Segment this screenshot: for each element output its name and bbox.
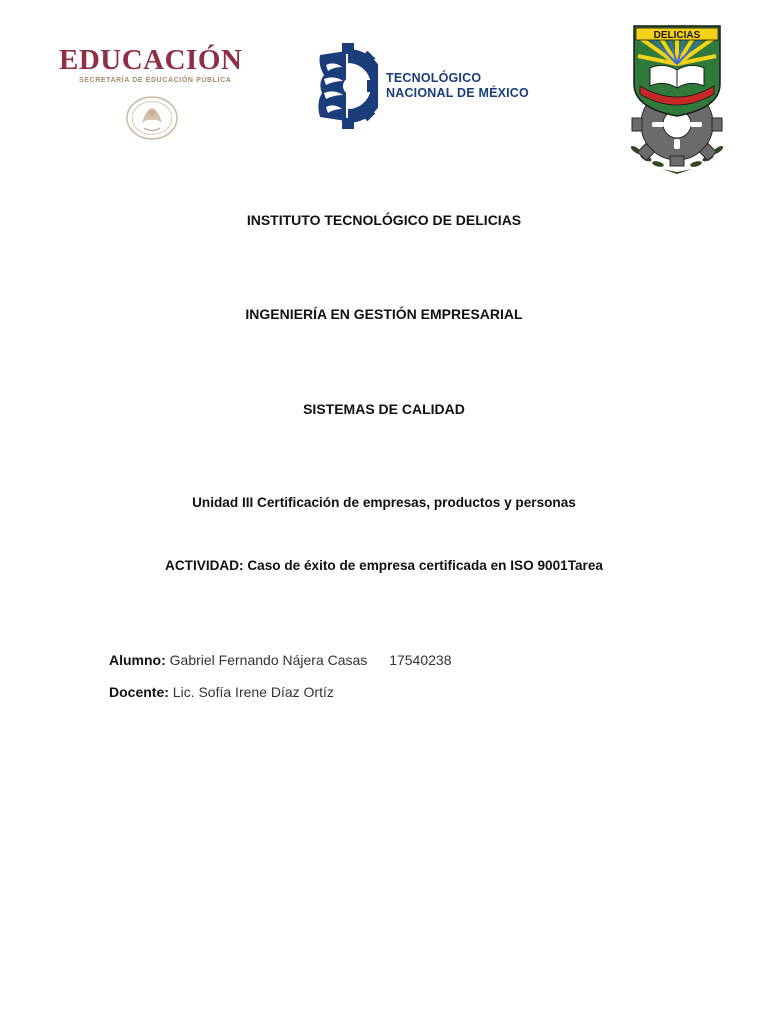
tecnm-logo-line1: TECNOLÓGICO [386, 71, 482, 85]
itd-delicias-crest-icon [622, 24, 732, 174]
unit-title: Unidad III Certificación de empresas, productos y personas [192, 495, 576, 510]
student-label: Alumno: [109, 652, 166, 668]
subject-title: SISTEMAS DE CALIDAD [303, 401, 465, 417]
activity-title: ACTIVIDAD: Caso de éxito de empresa certificada en ISO 9001Tarea [165, 558, 603, 573]
sep-logo-subtitle: SECRETARÍA DE EDUCACIÓN PÚBLICA [79, 77, 232, 84]
mexico-seal-icon [124, 95, 180, 141]
teacher-line [109, 684, 334, 700]
career-title: INGENIERÍA EN GESTIÓN EMPRESARIAL [245, 306, 523, 322]
student-name: Gabriel Fernando Nájera Casas [169, 652, 368, 668]
teacher-label: Docente: [109, 684, 169, 700]
tecnm-logo [316, 43, 529, 129]
tecnm-gear-eagle-icon [316, 43, 378, 129]
institution-title: INSTITUTO TECNOLÓGICO DE DELICIAS [246, 212, 522, 228]
sep-educacion-logo [50, 40, 250, 145]
itd-crest-banner-text: DELICIAS [653, 30, 701, 41]
tecnm-logo-text [386, 71, 529, 101]
student-line [109, 652, 452, 668]
student-id: 17540238 [389, 652, 452, 668]
sep-logo-word: EDUCACIÓN [59, 44, 243, 76]
tecnm-logo-line2: NACIONAL DE MÉXICO [386, 86, 529, 100]
teacher-name: Lic. Sofía Irene Díaz Ortíz [172, 684, 334, 700]
